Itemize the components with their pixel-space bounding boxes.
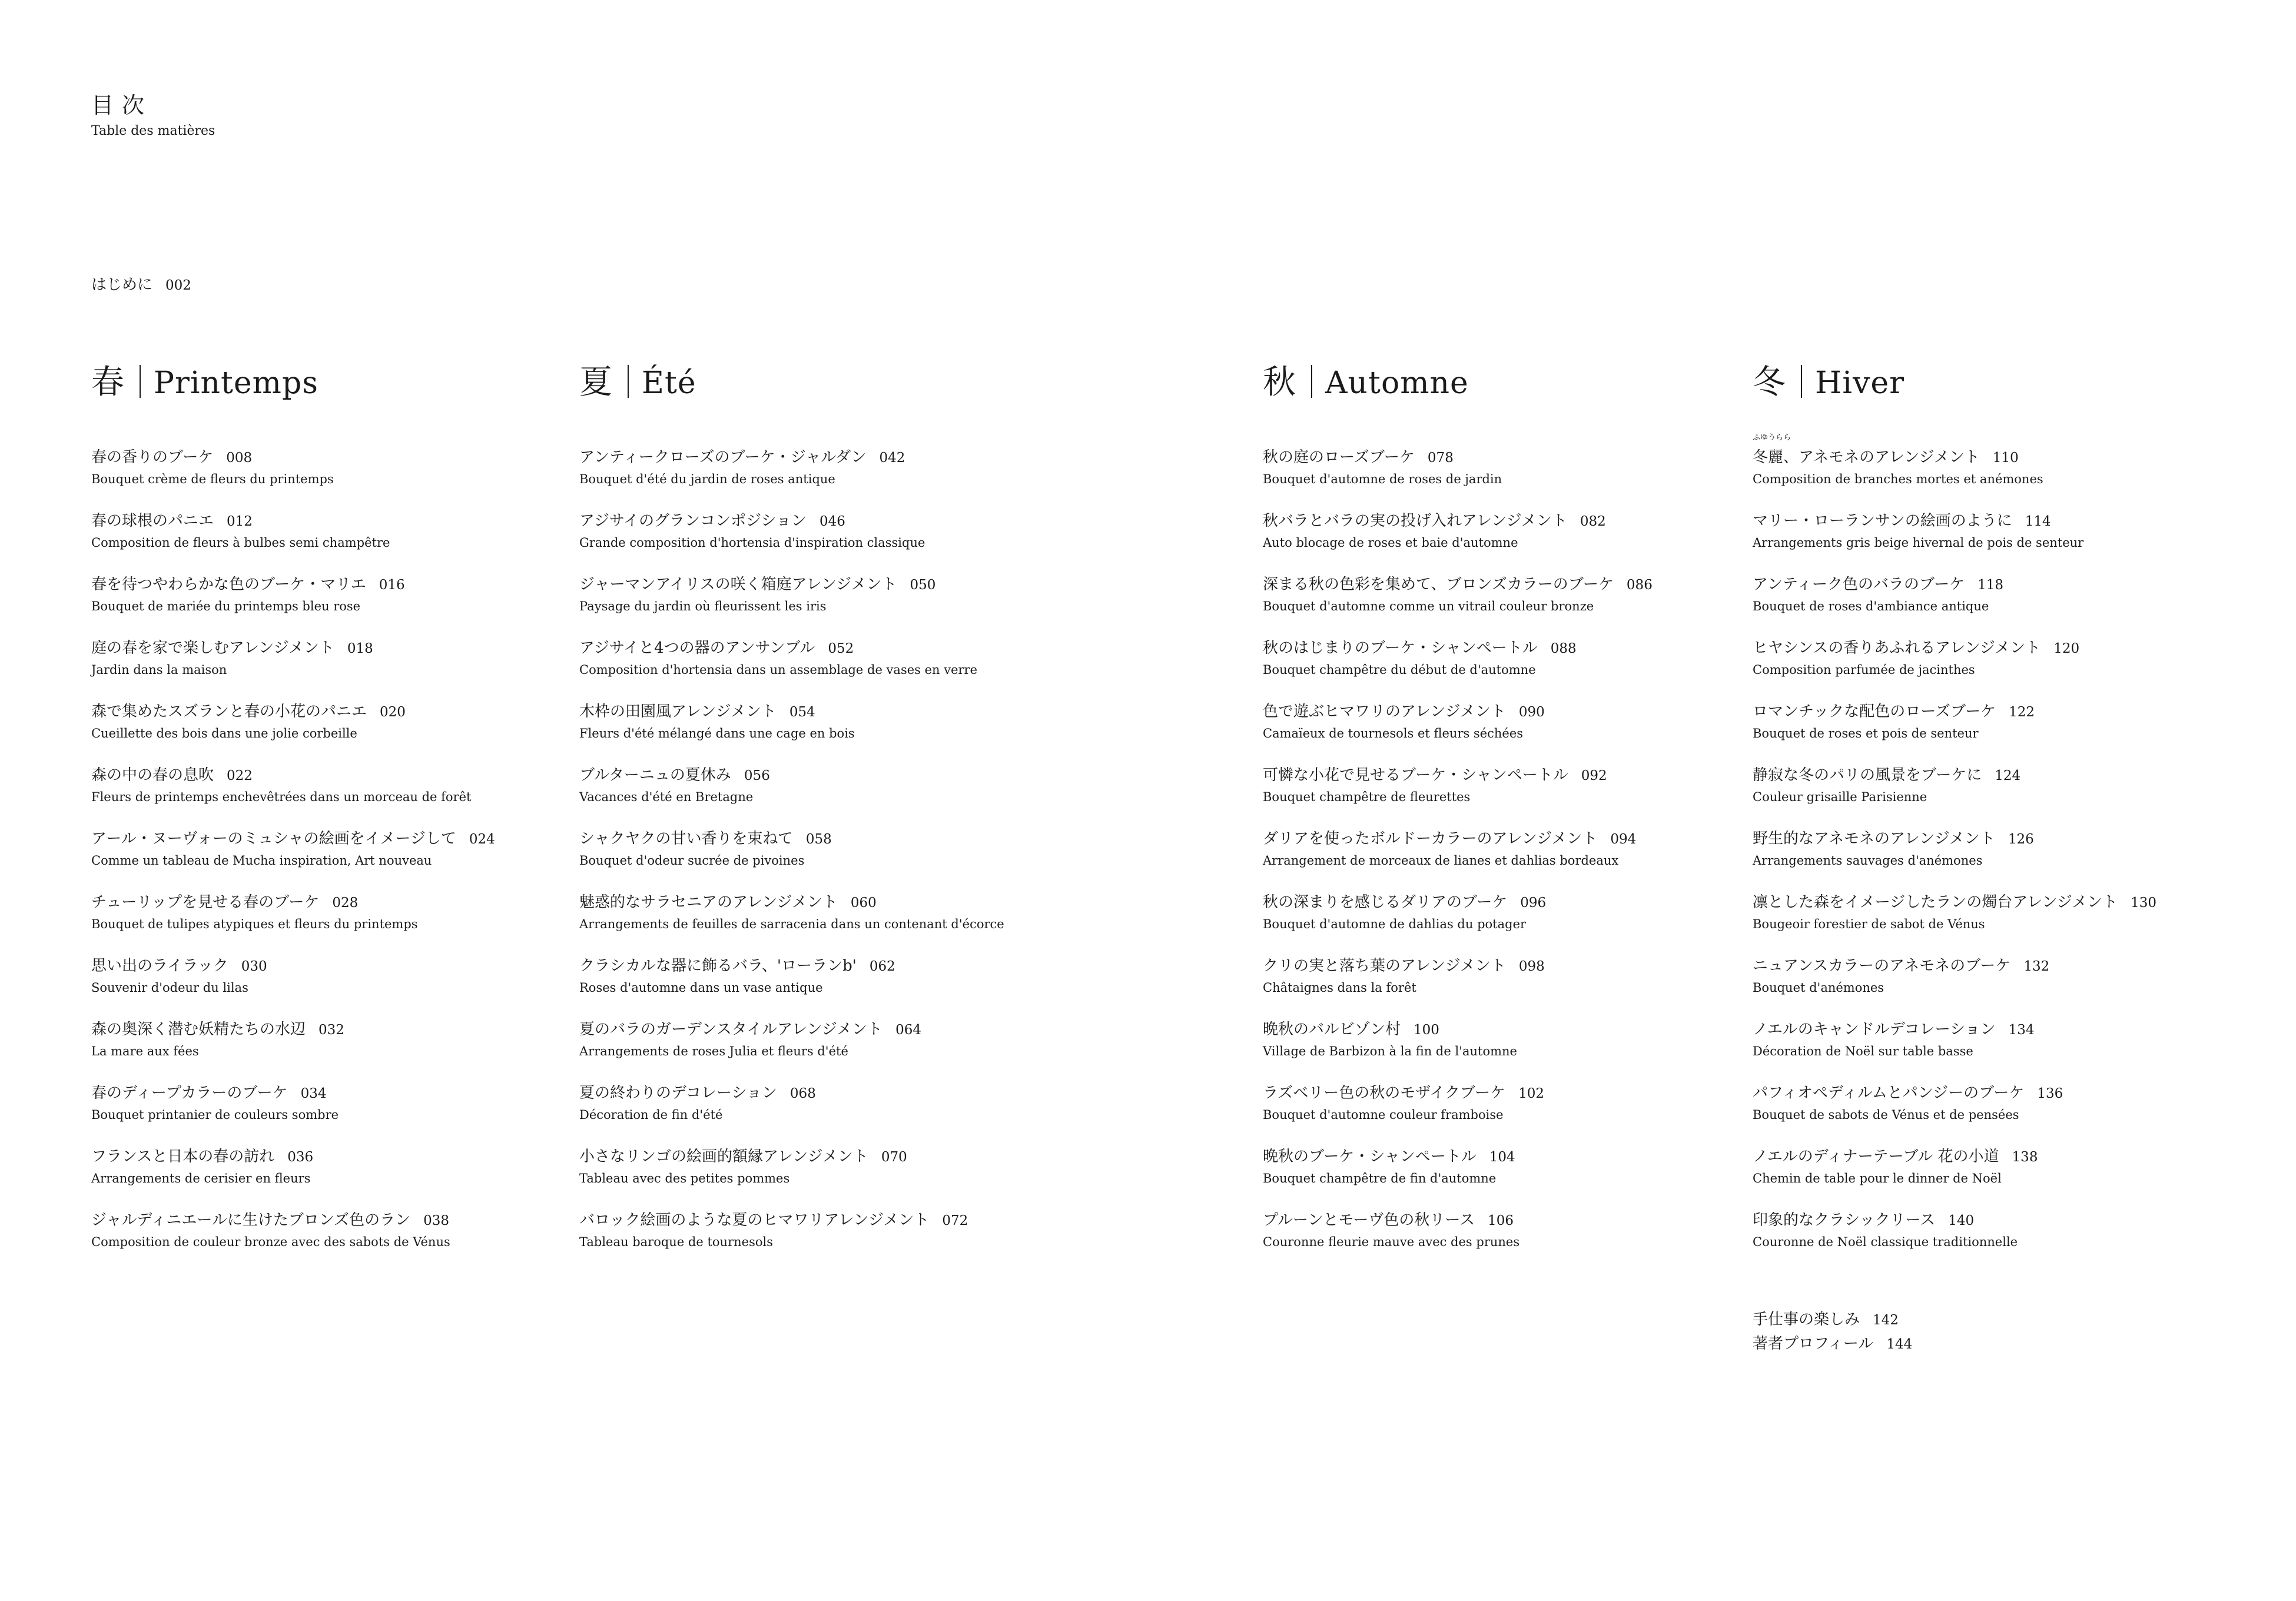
entry-title-ja-text: 冬麗、アネモネのアレンジメント — [1753, 449, 1980, 466]
entry-title-fr: Bouquet d'anémones — [1753, 981, 1884, 995]
entry-page-number: 028 — [332, 895, 359, 911]
entry-title-fr: Bouquet de mariée du printemps bleu rose — [91, 599, 361, 613]
entry-page-number: 070 — [881, 1150, 907, 1165]
entry-title-fr: Composition de fleurs à bulbes semi champêtre — [91, 536, 390, 550]
extra-entry — [1753, 1308, 1912, 1332]
section-heading-fr: Été — [642, 366, 696, 401]
entry-page-number: 068 — [789, 1086, 816, 1101]
entry-page-number: 140 — [1948, 1213, 1975, 1228]
toc-entry — [1263, 891, 1653, 954]
entry-title-ja — [91, 954, 495, 978]
entry-title-ja — [91, 1208, 495, 1233]
entry-page-number: 088 — [1550, 641, 1577, 656]
section-heading-fr: Printemps — [154, 366, 318, 401]
entry-title-ja-text: 春の球根のパニエ — [91, 512, 214, 530]
toc-entry — [91, 763, 495, 827]
entry-title-ja-text: ノエルのディナーテーブル 花の小道 — [1753, 1148, 1999, 1165]
entry-title-ja — [1753, 1208, 2156, 1233]
extra-entry-label: 著者プロフィール — [1753, 1335, 1874, 1353]
toc-entry — [1263, 1081, 1653, 1145]
entry-title-fr: Auto blocage de roses et baie d'automne — [1263, 536, 1518, 550]
entry-title-fr: Arrangements de cerisier en fleurs — [91, 1171, 311, 1185]
entry-page-number: 042 — [879, 450, 905, 466]
entry-page-number: 124 — [1995, 768, 2021, 783]
entry-page-number: 024 — [469, 832, 495, 847]
toc-entry — [1263, 573, 1653, 636]
toc-entry — [579, 1081, 1004, 1145]
entry-list — [579, 446, 1004, 1272]
entry-title-ja-text: 秋の深まりを感じるダリアのブーケ — [1263, 893, 1508, 911]
toc-entry — [1263, 636, 1653, 700]
entry-page-number: 122 — [2009, 705, 2035, 720]
entry-page-number: 060 — [850, 895, 877, 911]
entry-title-ja — [91, 700, 495, 724]
toc-entry — [1753, 954, 2156, 1018]
toc-entry — [579, 763, 1004, 827]
entry-page-number: 098 — [1518, 959, 1545, 974]
entry-title-fr: Bouquet d'été du jardin de roses antique — [579, 472, 835, 486]
entry-title-ja-text: 春を待つやわらかな色のブーケ・マリエ — [91, 576, 366, 593]
entry-title-ja — [1753, 573, 2156, 597]
toc-entry — [91, 509, 495, 573]
entry-title-fr: Tableau baroque de tournesols — [579, 1235, 773, 1249]
toc-entry — [1753, 1145, 2156, 1208]
entry-title-fr: La mare aux fées — [91, 1044, 199, 1058]
entry-page-number: 056 — [744, 768, 770, 783]
entry-ruby: ふゆうらら — [1753, 433, 1791, 442]
toc-entry — [1263, 446, 1653, 509]
entry-title-fr: Souvenir d'odeur du lilas — [91, 981, 248, 995]
entry-page-number: 062 — [869, 959, 895, 974]
entry-page-number: 090 — [1518, 705, 1545, 720]
toc-entry — [1753, 433, 2156, 509]
toc-entry — [91, 1145, 495, 1208]
entry-page-number: 034 — [300, 1086, 327, 1101]
entry-title-ja-text: 小さなリンゴの絵画的額縁アレンジメント — [579, 1148, 868, 1165]
entry-title-ja-text: アール・ヌーヴォーのミュシャの絵画をイメージして — [91, 830, 456, 848]
entry-title-fr: Bouquet champêtre de fin d'automne — [1263, 1171, 1497, 1185]
entry-title-ja-text: 木枠の田園風アレンジメント — [579, 703, 777, 720]
entry-page-number: 052 — [828, 641, 854, 656]
entry-title-ja-text: アジサイのグランコンポジション — [579, 512, 807, 530]
entry-title-fr: Bouquet de sabots de Vénus et de pensées — [1753, 1108, 2019, 1122]
entry-title-ja — [579, 827, 1004, 851]
entry-list — [91, 446, 495, 1272]
entry-title-ja — [91, 1081, 495, 1105]
section-heading — [1753, 360, 2156, 406]
entry-title-ja — [1263, 509, 1653, 533]
toc-entry — [1753, 763, 2156, 827]
entry-title-ja-text: 春の香りのブーケ — [91, 449, 214, 466]
entry-title-ja — [579, 954, 1004, 978]
entry-title-ja-text: ラズベリー色の秋のモザイクブーケ — [1263, 1084, 1506, 1102]
entry-title-ja — [1263, 700, 1653, 724]
entry-title-fr: Comme un tableau de Mucha inspiration, Art nouveau — [91, 853, 432, 868]
toc-entry — [1263, 827, 1653, 891]
section-autumn — [1263, 360, 1653, 1272]
entry-title-ja-text: 静寂な冬のパリの風景をブーケに — [1753, 766, 1982, 784]
entry-title-fr: Bouquet de roses d'ambiance antique — [1753, 599, 1989, 613]
entry-title-ja — [91, 573, 495, 597]
entry-title-fr: Bouquet de tulipes atypiques et fleurs du printemps — [91, 917, 418, 931]
entry-title-fr: Chemin de table pour le dinner de Noël — [1753, 1171, 2002, 1185]
toc-entry — [1753, 1081, 2156, 1145]
entry-page-number: 096 — [1520, 895, 1547, 911]
entry-title-fr: Camaïeux de tournesols et fleurs séchées — [1263, 726, 1524, 740]
entry-title-ja — [1753, 891, 2156, 915]
toc-entry — [1263, 1145, 1653, 1208]
entry-title-ja-text: 森の中の春の息吹 — [91, 766, 214, 784]
entry-page-number: 114 — [2025, 514, 2051, 529]
toc-entry — [91, 1081, 495, 1145]
section-heading-ja: 冬 — [1753, 363, 1786, 401]
toc-entry — [1753, 891, 2156, 954]
entry-title-fr: Arrangements de feuilles de sarracenia dans un contenant d'écorce — [579, 917, 1004, 931]
entry-title-fr: Composition de branches mortes et anémones — [1753, 472, 2043, 486]
entry-title-ja — [1263, 891, 1653, 915]
entry-page-number: 058 — [805, 832, 832, 847]
entry-title-ja — [579, 1081, 1004, 1105]
entry-title-ja-text: アンティークローズのブーケ・ジャルダン — [579, 449, 867, 466]
entry-title-ja — [1263, 1145, 1653, 1169]
entry-title-fr: Bouquet d'automne couleur framboise — [1263, 1108, 1504, 1122]
entry-title-ja-text: 夏の終わりのデコレーション — [579, 1084, 777, 1102]
entry-title-fr: Arrangement de morceaux de lianes et dahlias bordeaux — [1263, 853, 1619, 868]
toc-entry — [91, 827, 495, 891]
ruby-wrapper — [1753, 433, 1980, 469]
toc-entry — [91, 446, 495, 509]
entry-title-ja-text: 森で集めたスズランと春の小花のパニエ — [91, 703, 367, 720]
entry-title-ja-text: 深まる秋の色彩を集めて、ブロンズカラーのブーケ — [1263, 576, 1614, 593]
toc-entry — [579, 573, 1004, 636]
entry-page-number: 012 — [227, 514, 253, 529]
section-heading-ja: 春 — [91, 363, 124, 401]
toc-entry — [579, 827, 1004, 891]
entry-page-number: 094 — [1610, 832, 1637, 847]
entry-title-ja-text: ヒヤシンスの香りあふれるアレンジメント — [1753, 639, 2041, 657]
entry-title-ja-text: 春のディープカラーのブーケ — [91, 1084, 288, 1102]
entry-title-ja — [579, 1018, 1004, 1042]
entry-title-fr: Bouquet d'automne comme un vitrail couleur bronze — [1263, 599, 1594, 613]
toc-entry — [91, 1018, 495, 1081]
entry-page-number: 036 — [287, 1150, 314, 1165]
entry-title-fr: Bouquet champêtre de fleurettes — [1263, 790, 1471, 804]
toc-entry — [91, 891, 495, 954]
entry-page-number: 064 — [895, 1022, 921, 1038]
entry-title-ja-text: ダリアを使ったボルドーカラーのアレンジメント — [1263, 830, 1598, 848]
entry-page-number: 050 — [910, 577, 936, 593]
entry-title-fr: Bouquet d'automne de roses de jardin — [1263, 472, 1502, 486]
entry-page-number: 136 — [2037, 1086, 2063, 1101]
entry-page-number: 118 — [1978, 577, 2004, 593]
entry-title-ja — [1263, 1081, 1653, 1105]
toc-entry — [91, 573, 495, 636]
entry-title-ja — [1263, 763, 1653, 788]
toc-entry — [91, 636, 495, 700]
entry-title-fr: Vacances d'été en Bretagne — [579, 790, 754, 804]
toc-entry — [91, 700, 495, 763]
entry-title-ja — [91, 446, 495, 470]
toc-entry — [1263, 1208, 1653, 1272]
entry-page-number: 130 — [2131, 895, 2157, 911]
entry-title-ja-text: フランスと日本の春の訪れ — [91, 1148, 275, 1165]
entry-title-ja-text: アンティーク色のバラのブーケ — [1753, 576, 1965, 593]
entry-title-fr: Fleurs de printemps enchevêtrées dans un morceau de forêt — [91, 790, 472, 804]
entry-title-ja — [1753, 700, 2156, 724]
heading-separator — [1801, 365, 1802, 398]
entry-title-ja — [579, 1145, 1004, 1169]
entry-title-ja-text: アジサイと4つの器のアンサンブル — [579, 639, 815, 657]
entry-title-ja-text: クリの実と落ち葉のアレンジメント — [1263, 957, 1506, 975]
entry-page-number: 104 — [1489, 1150, 1515, 1165]
extra-entries — [1753, 1308, 1912, 1356]
entry-title-ja-text: クラシカルな器に飾るバラ、'ローランb' — [579, 957, 857, 975]
entry-title-fr: Composition d'hortensia dans un assemblage de vases en verre — [579, 663, 978, 677]
entry-page-number: 018 — [347, 641, 373, 656]
entry-title-ja — [1263, 446, 1653, 470]
section-heading-fr: Hiver — [1815, 366, 1905, 401]
entry-title-fr: Bouquet printanier de couleurs sombre — [91, 1108, 339, 1122]
toc-entry — [1753, 509, 2156, 573]
entry-title-ja-text: ジャルディニエールに生けたブロンズ色のラン — [91, 1211, 411, 1229]
toc-entry — [1263, 763, 1653, 827]
entry-title-ja — [1753, 433, 2156, 470]
toc-entry — [1753, 1208, 2156, 1272]
entry-title-fr: Bouquet champêtre du début de d'automne — [1263, 663, 1536, 677]
extra-entry — [1753, 1332, 1912, 1356]
toc-entry — [579, 1018, 1004, 1081]
entry-page-number: 046 — [819, 514, 845, 529]
intro-label: はじめに — [91, 276, 153, 294]
entry-title-fr: Roses d'automne dans un vase antique — [579, 981, 823, 995]
toc-entry — [1753, 636, 2156, 700]
toc-entry — [579, 891, 1004, 954]
entry-title-ja — [579, 891, 1004, 915]
toc-entry — [1753, 700, 2156, 763]
entry-title-ja — [91, 1018, 495, 1042]
entry-title-fr: Décoration de Noël sur table basse — [1753, 1044, 1973, 1058]
entry-title-ja — [1753, 509, 2156, 533]
entry-title-ja-text: チューリップを見せる春のブーケ — [91, 893, 320, 911]
entry-title-ja-text: 夏のバラのガーデンスタイルアレンジメント — [579, 1021, 883, 1038]
entry-title-ja — [1753, 1145, 2156, 1169]
toc-entry — [579, 954, 1004, 1018]
entry-title-fr: Décoration de fin d'été — [579, 1108, 723, 1122]
entry-page-number: 030 — [241, 959, 267, 974]
entry-title-fr: Arrangements gris beige hivernal de pois de senteur — [1753, 536, 2084, 550]
entry-title-fr: Châtaignes dans la forêt — [1263, 981, 1416, 995]
entry-title-fr: Couleur grisaille Parisienne — [1753, 790, 1927, 804]
entry-page-number: 138 — [2012, 1150, 2038, 1165]
entry-title-ja — [579, 700, 1004, 724]
toc-entry — [579, 636, 1004, 700]
toc-entry — [1263, 509, 1653, 573]
entry-title-ja-text: 秋バラとバラの実の投げ入れアレンジメント — [1263, 512, 1567, 530]
toc-entry — [579, 1145, 1004, 1208]
entry-title-ja-text: 野生的なアネモネのアレンジメント — [1753, 830, 1995, 848]
entry-title-ja — [579, 573, 1004, 597]
entry-title-ja — [1753, 636, 2156, 660]
entry-title-ja — [1753, 954, 2156, 978]
entry-title-ja — [1263, 636, 1653, 660]
intro-entry — [91, 273, 191, 294]
heading-separator — [140, 365, 141, 398]
section-heading — [91, 360, 495, 406]
entry-title-fr: Bougeoir forestier de sabot de Vénus — [1753, 917, 1985, 931]
entry-title-fr: Bouquet de roses et pois de senteur — [1753, 726, 1979, 740]
extra-entry-page-number: 144 — [1886, 1337, 1913, 1352]
entry-page-number: 106 — [1488, 1213, 1514, 1228]
page-title: 目次 — [91, 92, 153, 118]
entry-title-ja — [1753, 1018, 2156, 1042]
entry-title-fr: Tableau avec des petites pommes — [579, 1171, 790, 1185]
entry-list — [1263, 446, 1653, 1272]
entry-title-ja — [1753, 1081, 2156, 1105]
entry-title-ja — [1753, 827, 2156, 851]
entry-title-ja-text: パフィオペディルムとパンジーのブーケ — [1753, 1084, 2025, 1102]
entry-title-fr: Couronne fleurie mauve avec des prunes — [1263, 1235, 1520, 1249]
entry-page-number: 100 — [1414, 1022, 1439, 1038]
entry-title-ja-text: 庭の春を家で楽しむアレンジメント — [91, 639, 334, 657]
section-heading-ja: 秋 — [1263, 363, 1296, 401]
entry-title-ja-text: バロック絵画のような夏のヒマワリアレンジメント — [579, 1211, 930, 1229]
entry-title-ja — [91, 509, 495, 533]
entry-page-number: 016 — [379, 577, 405, 593]
entry-page-number: 008 — [226, 450, 253, 466]
entry-title-fr: Fleurs d'été mélangé dans une cage en bois — [579, 726, 855, 740]
entry-page-number: 054 — [789, 705, 815, 720]
section-spring — [91, 360, 495, 1272]
entry-title-ja-text: 印象的なクラシックリース — [1753, 1211, 1936, 1229]
entry-title-ja-text: ロマンチックな配色のローズブーケ — [1753, 703, 1996, 720]
entry-title-fr: Paysage du jardin où fleurissent les iris — [579, 599, 827, 613]
toc-entry — [91, 1208, 495, 1272]
entry-title-fr: Composition parfumée de jacinthes — [1753, 663, 1975, 677]
entry-title-ja-text: 魅惑的なサラセニアのアレンジメント — [579, 893, 838, 911]
entry-title-ja — [1263, 573, 1653, 597]
entry-title-fr: Composition de couleur bronze avec des sabots de Vénus — [91, 1235, 450, 1249]
entry-title-fr: Bouquet crème de fleurs du printemps — [91, 472, 334, 486]
heading-separator — [628, 365, 629, 398]
entry-title-ja-text: プルーンとモーヴ色の秋リース — [1263, 1211, 1475, 1229]
toc-entry — [579, 446, 1004, 509]
entry-title-ja — [91, 763, 495, 788]
entry-title-ja — [579, 636, 1004, 660]
entry-title-ja-text: ジャーマンアイリスの咲く箱庭アレンジメント — [579, 576, 897, 593]
section-heading — [579, 360, 1004, 406]
entry-title-fr: Arrangements de roses Julia et fleurs d'été — [579, 1044, 848, 1058]
entry-title-fr: Jardin dans la maison — [91, 663, 227, 677]
entry-title-ja-text: 晩秋のバルビゾン村 — [1263, 1021, 1401, 1038]
entry-title-ja — [1263, 954, 1653, 978]
entry-title-ja — [1263, 1208, 1653, 1233]
entry-title-ja-text: 秋のはじまりのブーケ・シャンペートル — [1263, 639, 1538, 657]
entry-page-number: 134 — [2008, 1022, 2035, 1038]
section-summer — [579, 360, 1004, 1272]
extra-entry-page-number: 142 — [1873, 1313, 1899, 1328]
entry-title-fr: Village de Barbizon à la fin de l'automne — [1263, 1044, 1517, 1058]
entry-list — [1753, 433, 2157, 1272]
entry-page-number: 110 — [1992, 450, 2019, 466]
entry-title-fr: Bouquet d'automne de dahlias du potager — [1263, 917, 1527, 931]
entry-title-ja — [579, 446, 1004, 470]
entry-title-ja — [579, 509, 1004, 533]
entry-title-ja-text: ニュアンスカラーのアネモネのブーケ — [1753, 957, 2011, 975]
entry-title-fr: Grande composition d'hortensia d'inspiration classique — [579, 536, 925, 550]
entry-title-ja-text: ノエルのキャンドルデコレーション — [1753, 1021, 1996, 1038]
entry-page-number: 078 — [1427, 450, 1454, 466]
entry-page-number: 038 — [423, 1213, 450, 1228]
entry-title-ja-text: シャクヤクの甘い香りを束ねて — [579, 830, 793, 848]
entry-title-fr: Couronne de Noël classique traditionnelle — [1753, 1235, 2018, 1249]
entry-title-ja-text: 森の奥深く潜む妖精たちの水辺 — [91, 1021, 306, 1038]
entry-title-fr: Cueillette des bois dans une jolie corbeille — [91, 726, 357, 740]
entry-title-ja — [91, 891, 495, 915]
toc-entry — [91, 954, 495, 1018]
entry-title-ja-text: 凛とした森をイメージしたランの燭台アレンジメント — [1753, 893, 2118, 911]
toc-entry — [1263, 1018, 1653, 1081]
section-heading-fr: Automne — [1325, 366, 1469, 401]
entry-page-number: 072 — [942, 1213, 968, 1228]
page-subtitle: Table des matières — [91, 124, 215, 138]
entry-title-fr: Bouquet d'odeur sucrée de pivoines — [579, 853, 805, 868]
entry-title-ja-text: 思い出のライラック — [91, 957, 228, 975]
entry-page-number: 020 — [380, 705, 406, 720]
toc-entry — [1263, 700, 1653, 763]
section-heading — [1263, 360, 1653, 406]
toc-entry — [1753, 827, 2156, 891]
toc-entry — [1753, 573, 2156, 636]
entry-page-number: 132 — [2023, 959, 2050, 974]
toc-entry — [579, 1208, 1004, 1272]
entry-title-ja-text: 晩秋のブーケ・シャンペートル — [1263, 1148, 1477, 1165]
toc-entry — [579, 509, 1004, 573]
heading-separator — [1311, 365, 1312, 398]
entry-page-number: 086 — [1626, 577, 1653, 593]
entry-title-ja-text: ブルターニュの夏休み — [579, 766, 731, 784]
extra-entry-label: 手仕事の楽しみ — [1753, 1311, 1860, 1328]
toc-entry — [579, 700, 1004, 763]
entry-title-fr: Arrangements sauvages d'anémones — [1753, 853, 1983, 868]
entry-title-ja-text: 秋の庭のローズブーケ — [1263, 449, 1415, 466]
entry-page-number: 126 — [2008, 832, 2034, 847]
entry-page-number: 032 — [318, 1022, 344, 1038]
toc-entry — [1263, 954, 1653, 1018]
section-winter — [1753, 360, 2156, 1272]
entry-title-ja-text: マリー・ローランサンの絵画のように — [1753, 512, 2012, 530]
entry-title-ja — [91, 636, 495, 660]
section-heading-ja: 夏 — [579, 363, 612, 401]
toc-entry — [1753, 1018, 2156, 1081]
intro-page-number: 002 — [165, 278, 191, 293]
entry-page-number: 092 — [1581, 768, 1607, 783]
entry-title-ja — [1753, 763, 2156, 788]
entry-page-number: 082 — [1580, 514, 1606, 529]
entry-title-ja — [91, 1145, 495, 1169]
entry-page-number: 102 — [1518, 1086, 1545, 1101]
entry-title-ja-text: 色で遊ぶヒマワリのアレンジメント — [1263, 703, 1506, 720]
entry-title-ja — [1263, 827, 1653, 851]
entry-title-ja — [91, 827, 495, 851]
entry-title-ja-text: 可憐な小花で見せるブーケ・シャンペートル — [1263, 766, 1568, 784]
entry-title-ja — [1263, 1018, 1653, 1042]
entry-page-number: 120 — [2053, 641, 2080, 656]
entry-title-ja — [579, 1208, 1004, 1233]
entry-title-ja — [579, 763, 1004, 788]
entry-page-number: 022 — [227, 768, 253, 783]
